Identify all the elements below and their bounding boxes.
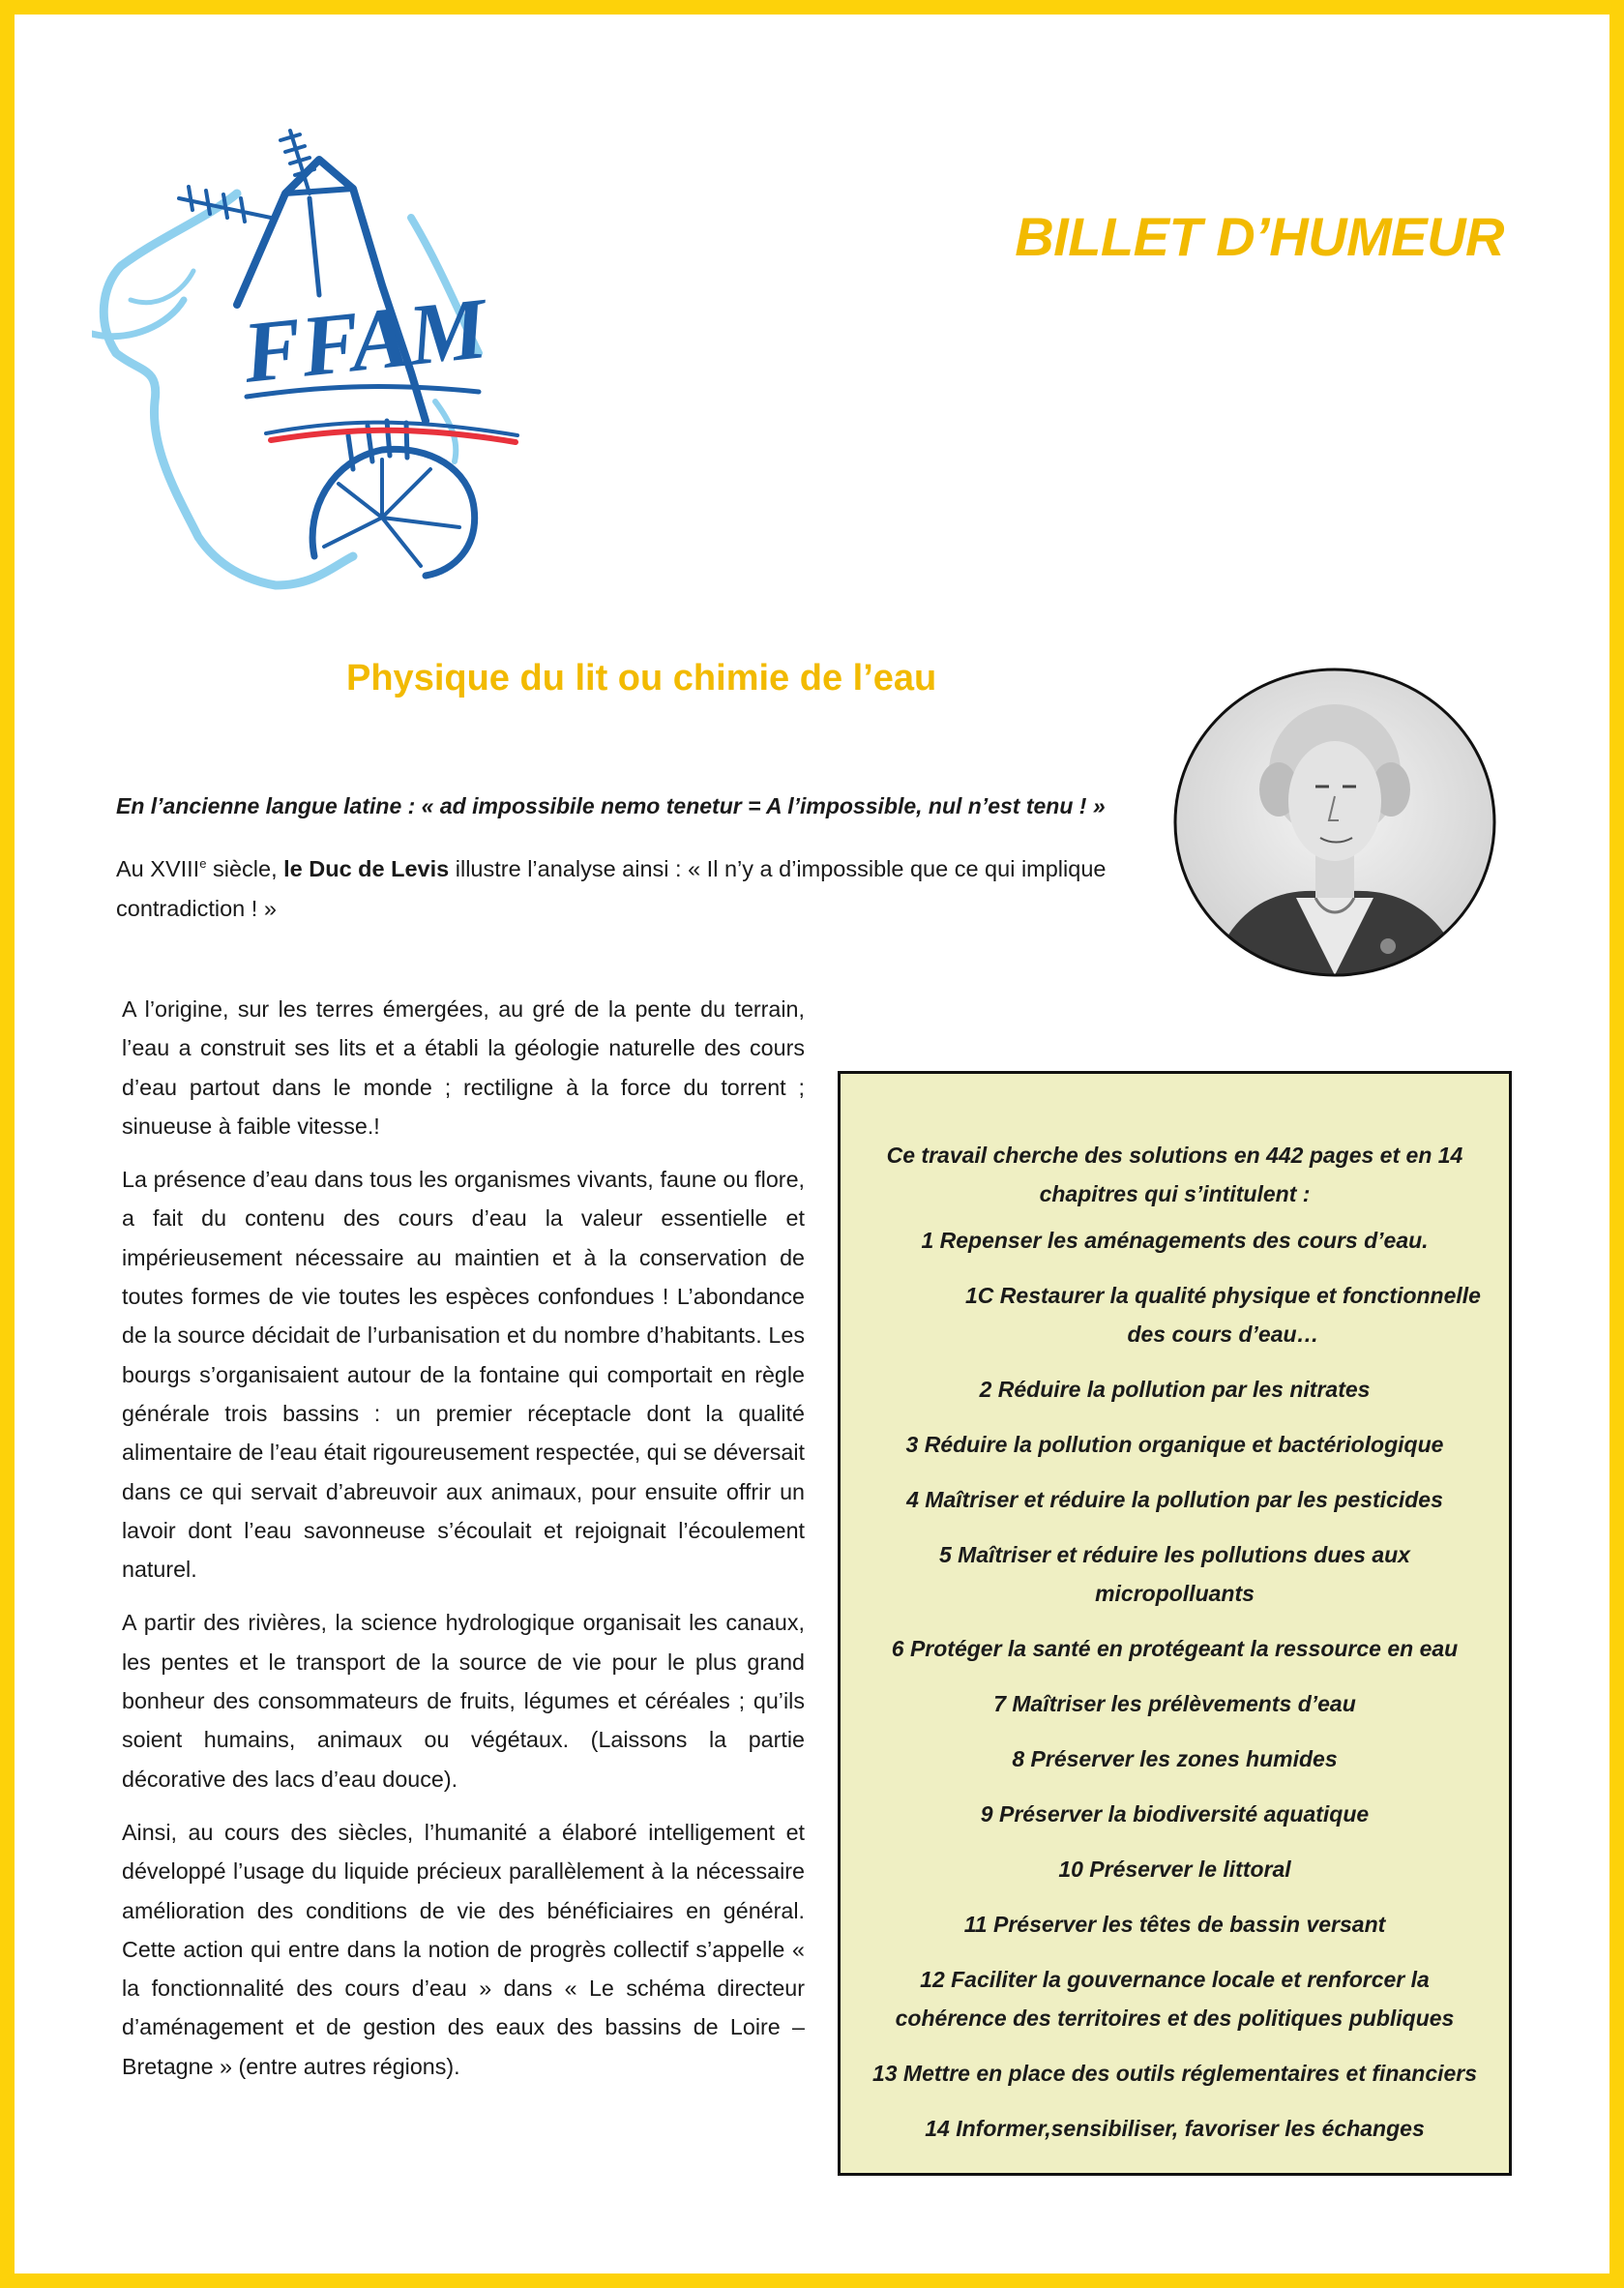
body-paragraph: A partir des rivières, la science hydrologique organisait les canaux, les pentes et le transport de la source de vie pour le plus grand bonheur des consommateurs de fruits, légumes et céréales ; qu’ils soient humains, animaux ou végétaux. (Laissons la partie décorative des lacs d’eau douce).: [122, 1610, 805, 1792]
chapter-item: 7 Maîtriser les prélèvements d’eau: [993, 1691, 1356, 1716]
billet-title: BILLET D’HUMEUR: [1015, 206, 1504, 267]
chapter-item: 2 Réduire la pollution par les nitrates: [979, 1377, 1371, 1402]
body-paragraph: Ainsi, au cours des siècles, l’humanité a élaboré intelligement et développé l’usage du liquide précieux parallèlement à la nécessaire amélioration des conditions de vie des bénéficiaires en général. Cette action qui entre dans la notion de progrès collectif s’appelle « la fonctionnalité des cours d’eau » dans « Le schéma directeur d’aménagement et de gestion des eaux des bassins de Loire – Bretagne » (entre autres régions).: [122, 1819, 805, 2079]
intro-author: le Duc de Levis: [283, 855, 450, 881]
chapter-item: 6 Protéger la santé en protégeant la ressource en eau: [891, 1636, 1459, 1661]
article-body: [122, 990, 805, 2100]
chapters-list: [848, 1221, 1501, 2148]
body-paragraph: La présence d’eau dans tous les organismes vivants, faune ou flore, a fait du contenu des cours d’eau la valeur essentielle et impérieusement nécessaire au maintien et à la conservation de toutes formes de vie toutes les espèces confondues ! L’abondance de la source décidait de l’urbanisation et du nombre d’habitants. Les bourgs s’organisaient autour de la fontaine qui comportait en règle générale trois bassins : un premier réceptacle dont la qualité alimentaire de l’eau était rigoureusement respectée, qui se déversait dans ce qui servait d’abreuvoir aux animaux, pour ensuite offrir un lavoir dont l’eau savonneuse s’écoulait et rejoignait l’écoulement naturel.: [122, 1167, 805, 1583]
ffam-logo: [92, 102, 527, 595]
chapter-item: 13 Mettre en place des outils réglementaires et financiers: [871, 2061, 1478, 2086]
chapters-box: [838, 1071, 1512, 2176]
chapters-intro: Ce travail cherche des solutions en 442 pages et en 14 chapitres qui s’intitulent :: [886, 1143, 1463, 1206]
duc-de-levis-portrait: [1170, 666, 1499, 980]
chapter-item: 3 Réduire la pollution organique et bactériologique: [905, 1432, 1444, 1457]
intro-paragraph: [116, 844, 1170, 929]
chapter-item: 4 Maîtriser et réduire la pollution par les pesticides: [906, 1487, 1443, 1512]
body-paragraph: A l’origine, sur les terres émergées, au gré de la pente du terrain, l’eau a construit ses lits et a établi la géologie naturelle des cours d’eau partout dans le monde ; rectiligne à la force du torrent ; sinueuse à faible vitesse.!: [122, 996, 805, 1139]
logo-text: FFAM: [238, 281, 491, 401]
chapter-item: 9 Préserver la biodiversité aquatique: [980, 1801, 1370, 1827]
chapter-item: 5 Maîtriser et réduire les pollutions dues aux micropolluants: [939, 1542, 1410, 1606]
chapter-item: 8 Préserver les zones humides: [1012, 1746, 1338, 1771]
chapter-item: 1C Restaurer la qualité physique et fonctionnelle des cours d’eau…: [965, 1283, 1481, 1347]
chapter-item: 14 Informer,sensibiliser, favoriser les échanges: [925, 2116, 1425, 2141]
intro-rest: illustre l’analyse ainsi : « Il n’y a d’impossible que ce qui implique contradiction ! »: [116, 855, 1107, 921]
latin-quote: En l’ancienne langue latine : « ad impossibile nemo tenetur = A l’impossible, nul n’est tenu ! »: [116, 793, 1106, 818]
intro-prefix: Au XVIII: [116, 855, 200, 881]
article-title: Physique du lit ou chimie de l’eau: [346, 658, 937, 698]
intro-superscript: e: [199, 856, 207, 871]
chapter-item: 12 Faciliter la gouvernance locale et renforcer la cohérence des territoires et des politiques publiques: [895, 1967, 1455, 2031]
chapter-item: 10 Préserver le littoral: [1058, 1857, 1291, 1882]
intro-mid: siècle,: [206, 855, 284, 881]
chapter-item: 11 Préserver les têtes de bassin versant: [963, 1912, 1386, 1937]
chapter-item: 1 Repenser les aménagements des cours d’eau.: [921, 1228, 1429, 1253]
